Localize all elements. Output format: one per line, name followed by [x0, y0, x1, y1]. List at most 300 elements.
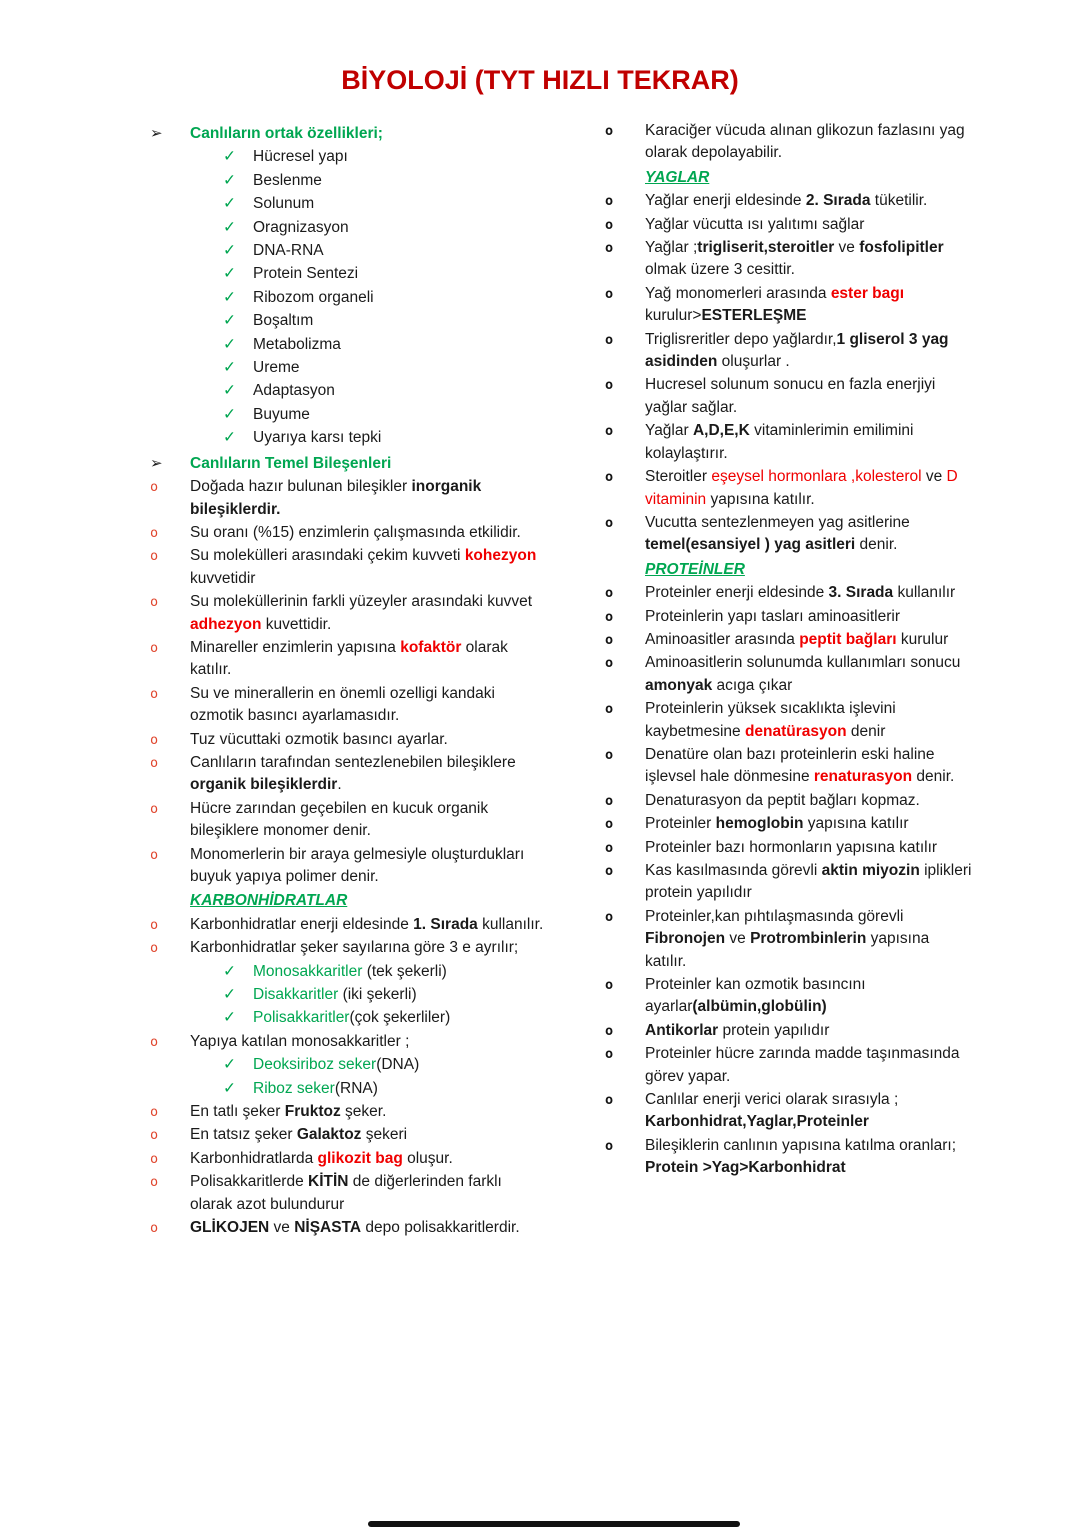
list-item	[150, 729, 547, 751]
text-segment: En tatsız şeker	[190, 1126, 297, 1144]
circle-bullet-icon: o	[150, 1033, 159, 1050]
item-text	[190, 729, 547, 751]
text-segment: Karbonhidratlar şeker sayılarına göre 3 e ayrılır;	[190, 939, 519, 957]
check-bullet-icon: ✓	[223, 382, 236, 400]
list-item	[605, 837, 973, 859]
text-segment: acıga çıkar	[712, 676, 793, 694]
arrow-bullet-icon: ➢	[150, 454, 163, 472]
check-bullet-icon: ✓	[223, 242, 236, 260]
text-segment: PROTEİNLER	[645, 560, 745, 578]
text-segment: Su ve minerallerin en önemli ozelligi kandaki ozmotik basıncı ayarlamasıdır.	[190, 684, 495, 725]
item-text	[253, 217, 547, 239]
section-heading	[150, 123, 547, 145]
text-segment: kohezyon	[464, 547, 537, 565]
list-item	[150, 1171, 547, 1216]
check-bullet-icon: ✓	[223, 312, 236, 330]
list-item	[605, 1020, 973, 1042]
circle-bullet-icon: o	[150, 800, 159, 817]
text-segment: denir.	[912, 768, 955, 786]
circle-bullet-icon: o	[605, 908, 614, 925]
sub-heading	[645, 167, 973, 189]
item-text	[190, 798, 547, 843]
list-item	[150, 1054, 547, 1076]
item-text	[645, 1043, 973, 1088]
text-segment: Disakkaritler	[253, 986, 339, 1004]
item-text	[253, 310, 547, 332]
text-segment: oluşur.	[402, 1149, 453, 1167]
sub-heading-label	[190, 890, 547, 912]
text-segment: Doğada hazır bulunan bileşikler	[190, 478, 412, 496]
list-item	[605, 582, 973, 604]
text-segment: A,D,E,K	[692, 422, 750, 440]
text-segment: protein yapılıdır	[718, 1021, 830, 1039]
text-segment: yapısına katılır	[803, 815, 909, 833]
text-segment: Yağlar enerji eldesinde	[645, 192, 806, 210]
circle-bullet-icon: o	[605, 514, 614, 531]
item-text	[645, 1135, 973, 1180]
circle-bullet-icon: o	[150, 940, 159, 957]
column-left	[150, 120, 547, 1241]
circle-bullet-icon: o	[605, 123, 614, 139]
text-segment: Hücre zarından geçebilen en kucuk organik bileşiklere monomer denir.	[190, 799, 489, 840]
circle-bullet-icon: o	[605, 423, 614, 440]
circle-bullet-icon: o	[605, 631, 614, 648]
text-segment: ester bagı	[830, 284, 905, 302]
item-text	[190, 1217, 547, 1239]
text-segment: (albümin,globülin)	[692, 998, 827, 1016]
text-segment: Beslenme	[253, 171, 322, 189]
check-bullet-icon: ✓	[223, 148, 236, 166]
text-segment: NİŞASTA	[294, 1219, 362, 1237]
text-segment: Bileşiklerin canlının yapısına katılma oranları;	[645, 1136, 957, 1154]
text-segment: Galaktoz	[296, 1126, 362, 1144]
circle-bullet-icon: o	[605, 1092, 614, 1109]
check-bullet-icon: ✓	[223, 1056, 236, 1074]
list-item	[150, 404, 547, 426]
circle-bullet-icon: o	[150, 1104, 159, 1121]
list-item	[605, 420, 973, 465]
text-segment: ve	[834, 239, 860, 257]
list-item	[605, 283, 973, 328]
text-segment: Boşaltım	[253, 312, 314, 330]
list-item	[150, 146, 547, 168]
circle-bullet-icon: o	[605, 1046, 614, 1063]
item-text	[645, 190, 973, 212]
text-segment: Karbonhidrat,Yaglar,Proteinler	[645, 1113, 869, 1131]
item-text	[190, 1124, 547, 1146]
text-segment: Denatüre olan bazı proteinlerin eski haline işlevsel hale dönmesine	[645, 745, 935, 786]
text-segment: şekeri	[361, 1126, 408, 1144]
text-segment: KİTİN	[308, 1173, 349, 1191]
item-text	[645, 698, 973, 743]
text-segment: Monosakkaritler	[253, 962, 363, 980]
text-segment: En tatlı şeker	[190, 1103, 285, 1121]
circle-bullet-icon: o	[605, 977, 614, 994]
item-text	[253, 404, 547, 426]
list-item	[150, 1217, 547, 1239]
list-item	[605, 1089, 973, 1134]
text-segment: trigliserit,steroitler	[697, 239, 835, 257]
text-segment: fosfolipitler	[859, 239, 944, 257]
text-segment: depo polisakkaritlerdir.	[361, 1219, 520, 1237]
document-columns	[0, 120, 1080, 1241]
text-segment: kullanılır.	[477, 915, 544, 933]
text-segment: Proteinler bazı hormonların yapısına katılır	[645, 838, 938, 856]
text-segment: Triglisreritler depo yağlardır,	[645, 330, 837, 348]
text-segment: vitaminlerimin emilimini kolaylaştırır.	[645, 422, 914, 462]
text-segment: olarak katılır.	[190, 638, 508, 679]
text-segment: denatürasyon	[744, 722, 847, 740]
text-segment: Metabolizma	[253, 335, 341, 353]
item-text	[190, 591, 547, 636]
circle-bullet-icon: o	[150, 524, 159, 541]
circle-bullet-icon: o	[605, 193, 614, 210]
item-text	[645, 974, 973, 1019]
list-item	[150, 1148, 547, 1170]
circle-bullet-icon: o	[605, 701, 614, 718]
item-text	[253, 334, 547, 356]
list-item	[150, 937, 547, 959]
text-segment: kurulur>	[645, 307, 702, 325]
list-item	[150, 334, 547, 356]
text-segment: peptit bağları	[799, 630, 897, 648]
check-bullet-icon: ✓	[223, 405, 236, 423]
item-text	[645, 214, 973, 236]
text-segment: Canlılar enerji verici olarak sırasıyla ;	[645, 1091, 899, 1109]
item-text	[645, 374, 973, 419]
text-segment: Proteinler kan ozmotik basıncını ayarlar	[645, 976, 866, 1016]
text-segment: Karbonhidratlarda	[190, 1149, 318, 1167]
list-item	[605, 860, 973, 905]
item-text	[253, 240, 547, 262]
list-item	[605, 1043, 973, 1088]
text-segment: Adaptasyon	[253, 382, 335, 400]
circle-bullet-icon: o	[605, 816, 614, 833]
text-segment: (tek şekerli)	[362, 962, 447, 980]
text-segment: Protrombinlerin	[750, 930, 867, 948]
text-segment: aktin miyozin	[821, 862, 920, 879]
list-item	[150, 1124, 547, 1146]
check-bullet-icon: ✓	[223, 986, 236, 1004]
circle-bullet-icon: o	[605, 216, 614, 233]
page-title: BİYOLOJİ (TYT HIZLI TEKRAR)	[341, 65, 739, 95]
column-right	[605, 120, 973, 1241]
list-item	[150, 984, 547, 1006]
list-item	[605, 329, 973, 374]
list-item	[150, 1007, 547, 1029]
item-text	[253, 961, 547, 983]
item-text	[645, 906, 973, 973]
list-item	[150, 263, 547, 285]
item-text	[190, 752, 547, 797]
text-segment: Su moleküllerinin farkli yüzeyler arasındaki kuvvet	[190, 593, 533, 611]
item-text	[253, 263, 547, 285]
item-text	[645, 860, 973, 905]
text-segment: denir	[846, 722, 886, 740]
item-text	[253, 1007, 547, 1029]
list-item	[150, 961, 547, 983]
check-bullet-icon: ✓	[223, 265, 236, 283]
item-text	[645, 744, 973, 789]
item-text	[253, 1054, 547, 1076]
text-segment: Ribozom organeli	[253, 288, 374, 306]
item-text	[645, 237, 973, 282]
item-text	[645, 606, 973, 628]
list-item	[605, 190, 973, 212]
item-text	[645, 582, 973, 604]
text-segment: Karaciğer vücuda alınan glikozun fazlasını yag olarak depolayabilir.	[645, 122, 965, 162]
text-segment: Yağlar	[645, 422, 693, 440]
check-bullet-icon: ✓	[223, 429, 236, 447]
list-item	[150, 545, 547, 590]
item-text	[253, 170, 547, 192]
text-segment: Kas kasılmasında görevli	[645, 862, 822, 879]
list-item	[605, 237, 973, 282]
text-segment: (DNA)	[376, 1056, 420, 1074]
text-segment: Antikorlar	[645, 1021, 719, 1039]
list-item	[150, 170, 547, 192]
text-segment: (RNA)	[334, 1079, 378, 1097]
text-segment: Vucutta sentezlenmeyen yag asitlerine	[645, 513, 910, 531]
list-item	[150, 522, 547, 544]
item-text	[190, 1101, 547, 1123]
circle-bullet-icon: o	[150, 846, 159, 863]
text-segment: Proteinler enerji eldesinde	[645, 584, 829, 602]
list-item	[605, 120, 973, 165]
item-text	[190, 123, 547, 145]
list-item	[150, 1078, 547, 1100]
item-text	[645, 512, 973, 557]
circle-bullet-icon: o	[605, 285, 614, 302]
list-item	[150, 287, 547, 309]
text-segment: 1. Sırada	[413, 915, 478, 933]
circle-bullet-icon: o	[605, 331, 614, 348]
circle-bullet-icon: o	[605, 792, 614, 809]
list-item	[605, 652, 973, 697]
text-segment: Fruktoz	[284, 1103, 341, 1121]
text-segment: Canlıların Temel Bileşenleri	[190, 454, 392, 472]
check-bullet-icon: ✓	[223, 288, 236, 306]
text-segment: Protein Sentezi	[253, 265, 359, 283]
item-text	[645, 790, 973, 812]
text-segment: Polisakkaritler	[253, 1009, 350, 1027]
circle-bullet-icon: o	[605, 746, 614, 763]
list-item	[150, 1031, 547, 1053]
text-segment: kullanılır	[893, 584, 956, 602]
text-segment: amonyak	[645, 676, 713, 694]
item-text	[190, 914, 547, 936]
text-segment: adhezyon	[190, 615, 262, 633]
item-text	[645, 283, 973, 328]
text-segment: DNA-RNA	[253, 242, 324, 260]
item-text	[190, 844, 547, 889]
check-bullet-icon: ✓	[223, 359, 236, 377]
text-segment: Minareller enzimlerin yapısına	[190, 638, 401, 656]
list-item	[605, 974, 973, 1019]
text-segment: GLİKOJEN	[190, 1219, 270, 1237]
list-item	[150, 380, 547, 402]
text-segment: Solunum	[253, 195, 315, 213]
list-item	[150, 591, 547, 636]
circle-bullet-icon: o	[150, 1220, 159, 1237]
text-segment: Proteinler hücre zarında madde taşınmasında görev yapar.	[645, 1045, 960, 1085]
item-text	[190, 1148, 547, 1170]
list-item	[150, 1101, 547, 1123]
list-item	[605, 813, 973, 835]
list-item	[605, 744, 973, 789]
text-segment: yapısına katılır.	[706, 490, 815, 508]
circle-bullet-icon: o	[150, 548, 159, 565]
circle-bullet-icon: o	[605, 1022, 614, 1039]
text-segment: Polisakkaritlerde	[190, 1173, 309, 1191]
text-segment: KARBONHİDRATLAR	[190, 892, 348, 910]
item-text	[190, 453, 547, 475]
item-text	[253, 146, 547, 168]
text-segment: hemoglobin	[715, 815, 804, 833]
text-segment: organik bileşiklerdir	[190, 776, 338, 794]
text-segment: yapısına katılır.	[645, 930, 930, 970]
text-segment: eşeysel hormonlara ,kolesterol	[711, 468, 922, 486]
list-item	[605, 790, 973, 812]
text-segment: 3. Sırada	[828, 584, 894, 602]
item-text	[253, 1078, 547, 1100]
arrow-bullet-icon: ➢	[150, 125, 163, 142]
check-bullet-icon: ✓	[223, 962, 236, 980]
text-segment: Karbonhidratlar enerji eldesinde	[190, 915, 414, 933]
text-segment: Proteinlerin yüksek sıcaklıkta işlevini kaybetmesine	[645, 700, 896, 740]
text-segment: Proteinler	[645, 815, 716, 833]
check-bullet-icon: ✓	[223, 1079, 236, 1097]
list-item	[605, 214, 973, 236]
text-segment: Hücresel yapı	[253, 148, 348, 166]
text-segment: inorganik bileşiklerdir.	[190, 478, 482, 518]
check-bullet-icon: ✓	[223, 195, 236, 213]
text-segment: Yağlar vücutta ısı yalıtımı sağlar	[645, 215, 865, 233]
text-segment: Steroitler	[645, 468, 712, 486]
circle-bullet-icon: o	[150, 1174, 159, 1191]
list-item	[150, 914, 547, 936]
text-segment: kuvvetidir	[190, 569, 256, 587]
item-text	[190, 476, 547, 521]
text-segment: glikozit bag	[317, 1149, 403, 1167]
text-segment: renaturasyon	[813, 768, 913, 786]
text-segment: YAGLAR	[645, 168, 710, 186]
item-text	[645, 1020, 973, 1042]
check-bullet-icon: ✓	[223, 218, 236, 236]
item-text	[190, 1171, 547, 1216]
item-text	[190, 937, 547, 959]
text-segment: Proteinlerin yapı tasları aminoasitlerir	[645, 607, 900, 625]
item-text	[253, 984, 547, 1006]
section-heading	[150, 453, 547, 475]
circle-bullet-icon: o	[150, 479, 159, 496]
check-bullet-icon: ✓	[223, 1009, 236, 1027]
circle-bullet-icon: o	[605, 608, 614, 625]
text-segment: Tuz vücuttaki ozmotik basıncı ayarlar.	[190, 730, 448, 748]
list-item	[150, 752, 547, 797]
circle-bullet-icon: o	[150, 754, 159, 771]
list-item	[150, 798, 547, 843]
text-segment: (iki şekerli)	[338, 986, 417, 1004]
circle-bullet-icon: o	[605, 377, 614, 394]
check-bullet-icon: ✓	[223, 171, 236, 189]
list-item	[150, 240, 547, 262]
circle-bullet-icon: o	[605, 863, 614, 879]
circle-bullet-icon: o	[150, 731, 159, 748]
list-item	[150, 476, 547, 521]
text-segment: Canlıların tarafından sentezlenebilen bileşiklere	[190, 753, 516, 771]
text-segment: iplikleri protein yapılıdır	[645, 862, 972, 902]
text-segment: tüketilir.	[870, 192, 928, 210]
circle-bullet-icon: o	[150, 639, 159, 656]
text-segment: Yağlar ;	[645, 239, 698, 257]
item-text	[645, 629, 973, 651]
text-segment: Proteinler,kan pıhtılaşmasında görevli	[645, 907, 904, 925]
sub-heading-label	[645, 167, 973, 189]
circle-bullet-icon: o	[605, 240, 614, 257]
text-segment: ve	[921, 468, 947, 486]
sub-heading	[645, 559, 973, 581]
text-segment: ve	[725, 930, 751, 948]
text-segment: Buyume	[253, 405, 310, 423]
list-item	[150, 193, 547, 215]
text-segment: D vitaminin	[645, 468, 958, 508]
list-item	[150, 844, 547, 889]
text-segment: Oragnizasyon	[253, 218, 349, 236]
text-segment: olmak üzere 3 cesittir.	[645, 261, 795, 279]
item-text	[253, 427, 547, 449]
sub-heading-label	[645, 559, 973, 581]
circle-bullet-icon: o	[150, 916, 159, 933]
circle-bullet-icon: o	[605, 1137, 614, 1154]
text-segment: kofaktör	[400, 638, 462, 656]
text-segment: oluşurlar .	[717, 353, 790, 371]
list-item	[605, 374, 973, 419]
item-text	[645, 813, 973, 835]
text-segment: Hucresel solunum sonucu en fazla enerjiyi yağlar sağlar.	[645, 376, 936, 416]
sub-heading	[190, 890, 547, 912]
circle-bullet-icon: o	[150, 685, 159, 702]
item-text	[645, 466, 973, 511]
list-item	[150, 357, 547, 379]
circle-bullet-icon: o	[605, 585, 614, 602]
text-segment: Aminoasitler arasında	[645, 630, 800, 648]
item-text	[253, 357, 547, 379]
bottom-bar	[368, 1521, 740, 1527]
item-text	[190, 637, 547, 682]
text-segment: Uyarıya karsı tepki	[253, 429, 382, 447]
text-segment: kuvettidir.	[261, 615, 332, 633]
text-segment: Su oranı (%15) enzimlerin çalışmasında etkilidir.	[190, 523, 521, 541]
list-item	[605, 698, 973, 743]
circle-bullet-icon: o	[605, 655, 614, 672]
circle-bullet-icon: o	[605, 839, 614, 856]
text-segment: ve	[269, 1219, 295, 1237]
circle-bullet-icon: o	[150, 1127, 159, 1144]
text-segment: denir.	[855, 536, 898, 554]
item-text	[190, 1031, 547, 1053]
item-text	[253, 193, 547, 215]
circle-bullet-icon: o	[605, 469, 614, 486]
text-segment: kurulur	[896, 630, 949, 648]
check-bullet-icon: ✓	[223, 335, 236, 353]
text-segment: şeker.	[340, 1103, 387, 1121]
text-segment: Yağ monomerleri arasında	[645, 284, 831, 302]
item-text	[253, 380, 547, 402]
text-segment: Riboz seker	[253, 1079, 335, 1097]
item-text	[645, 420, 973, 465]
text-segment: temel(esansiyel ) yag asitleri	[645, 536, 856, 554]
